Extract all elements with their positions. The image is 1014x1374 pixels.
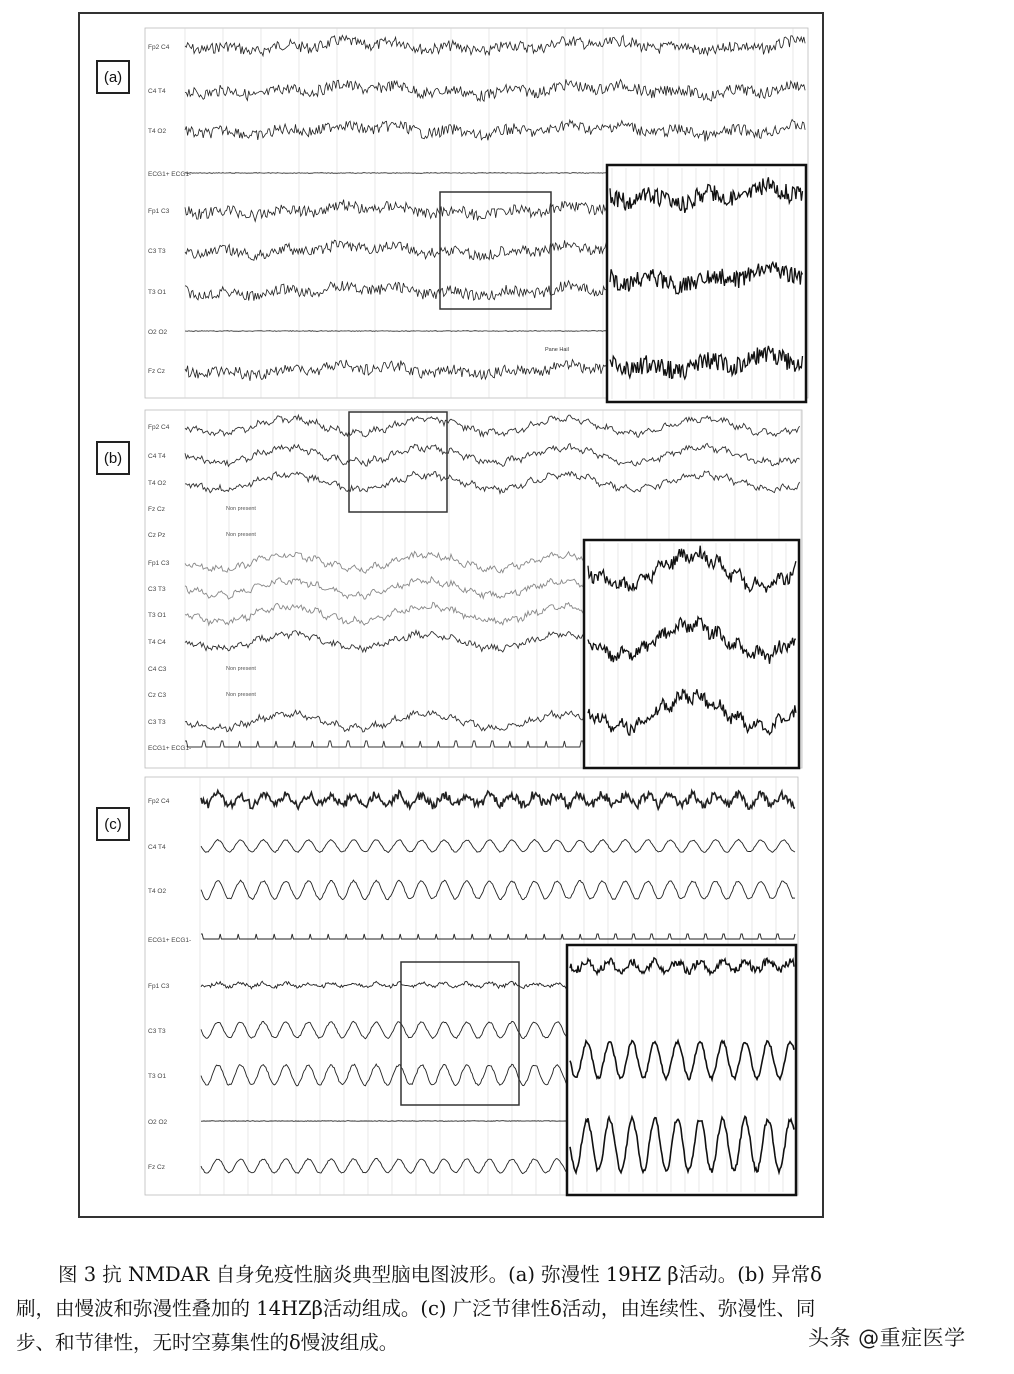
channel-label: C4 T4 — [148, 844, 166, 851]
marker-label: Pane Hail — [545, 347, 569, 353]
channel-label: C4 C3 — [148, 666, 167, 673]
channel-label: Fz Cz — [148, 368, 165, 375]
non-present-label: Non present — [226, 692, 256, 698]
non-present-label: Non present — [226, 506, 256, 512]
channel-label: Cz Pz — [148, 532, 166, 539]
channel-label: O2 O2 — [148, 329, 168, 336]
watermark: 头条 @重症医学 — [808, 1326, 966, 1350]
caption-line-2: 刷，由慢波和弥漫性叠加的 14HZβ活动组成。(c) 广泛节律性δ活动，由连续性、弥漫性、同 — [16, 1297, 816, 1320]
channel-label: Fp1 C3 — [148, 560, 170, 567]
channel-label: Fp2 C4 — [148, 424, 170, 431]
panel-b-label: (b) — [96, 441, 130, 475]
non-present-label: Non present — [226, 666, 256, 672]
caption-line-3: 步、和节律性，无时空募集性的δ慢波组成。 — [16, 1331, 399, 1354]
channel-label: ECG1+ ECG1- — [148, 171, 192, 178]
channel-label: Fp1 C3 — [148, 983, 170, 990]
panel-a-label: (a) — [96, 60, 130, 94]
channel-label: T4 O2 — [148, 480, 167, 487]
channel-label: Fp1 C3 — [148, 208, 170, 215]
channel-label: C4 T4 — [148, 453, 166, 460]
channel-label: C4 T4 — [148, 88, 166, 95]
channel-label: T3 O1 — [148, 1073, 167, 1080]
channel-label: C3 T3 — [148, 719, 166, 726]
channel-label: T4 C4 — [148, 639, 166, 646]
channel-label: T3 O1 — [148, 289, 167, 296]
channel-label: C3 T3 — [148, 248, 166, 255]
channel-label: C3 T3 — [148, 1028, 166, 1035]
channel-label: ECG1+ ECG1- — [148, 745, 192, 752]
channel-label: Fp2 C4 — [148, 44, 170, 51]
channel-label: Fp2 C4 — [148, 798, 170, 805]
channel-label: T4 O2 — [148, 888, 167, 895]
channel-label: T3 O1 — [148, 612, 167, 619]
channel-label: O2 O2 — [148, 1119, 168, 1126]
channel-label: T4 O2 — [148, 128, 167, 135]
panel-c-label: (c) — [96, 807, 130, 841]
caption-line-1: 图 3 抗 NMDAR 自身免疫性脑炎典型脑电图波形。(a) 弥漫性 19HZ β活动。(b) 异常δ — [58, 1263, 822, 1286]
non-present-label: Non present — [226, 532, 256, 538]
channel-label: Cz C3 — [148, 692, 167, 699]
channel-label: Fz Cz — [148, 506, 165, 513]
channel-label: ECG1+ ECG1- — [148, 937, 192, 944]
channel-label: C3 T3 — [148, 586, 166, 593]
channel-label: Fz Cz — [148, 1164, 165, 1171]
